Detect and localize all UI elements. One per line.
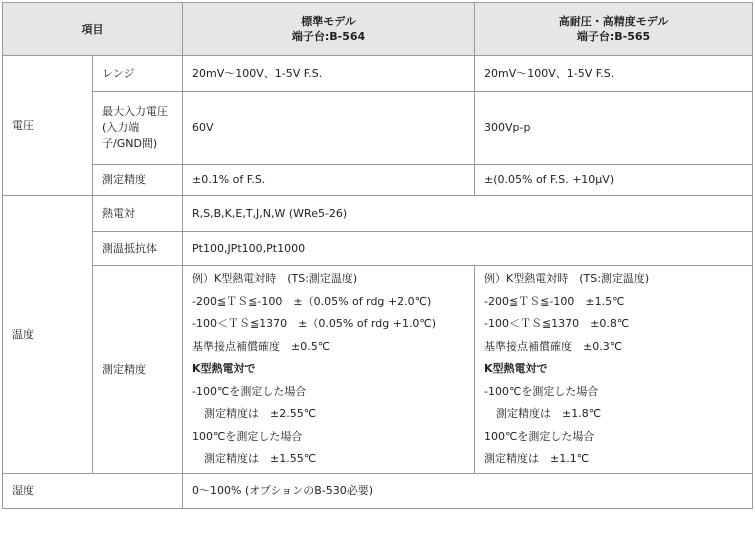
temp-accuracy-row bbox=[3, 266, 753, 474]
voltage-max-input-label bbox=[93, 92, 183, 165]
accuracy-line: 基準接点補償確度 ±0.5℃ bbox=[192, 339, 331, 353]
humidity-value: 0～100% (オプションのB-530必要) bbox=[183, 474, 753, 509]
temperature-category: 温度 bbox=[3, 196, 93, 474]
voltage-category: 電圧 bbox=[3, 56, 93, 196]
max-input-label-line: (入力端 bbox=[102, 121, 140, 134]
voltage-range-label: レンジ bbox=[93, 56, 183, 92]
accuracy-line: -100℃を測定した場合 bbox=[484, 384, 599, 398]
accuracy-line: 基準接点補償確度 ±0.3℃ bbox=[484, 339, 623, 353]
thermocouple-value: R,S,B,K,E,T,J,N,W (WRe5-26) bbox=[183, 196, 753, 232]
accuracy-line: -200≦ＴＳ≦-100 ±1.5℃ bbox=[484, 294, 625, 308]
header-high-terminal: 端子台:B-565 bbox=[576, 30, 651, 43]
accuracy-line: 測定精度は ±1.1℃ bbox=[484, 452, 590, 466]
header-item: 項目 bbox=[3, 3, 183, 56]
thermocouple-label: 熱電対 bbox=[93, 196, 183, 232]
temperature-accuracy-standard bbox=[183, 266, 475, 474]
accuracy-line: 測定精度は ±1.8℃ bbox=[496, 407, 602, 421]
accuracy-line: 100℃を測定した場合 bbox=[192, 429, 303, 443]
header-standard-terminal: 端子台:B-564 bbox=[291, 30, 366, 43]
voltage-accuracy-row bbox=[3, 165, 753, 196]
voltage-max-input-standard: 60V bbox=[183, 92, 475, 165]
accuracy-line: K型熱電対で bbox=[484, 362, 548, 376]
accuracy-line: -200≦ＴＳ≦-100 ±（0.05% of rdg +2.0℃) bbox=[192, 294, 432, 308]
max-input-label-line: 最大入力電圧 bbox=[102, 105, 168, 118]
header-standard-model bbox=[183, 3, 475, 56]
rtd-value: Pt100,JPt100,Pt1000 bbox=[183, 232, 753, 266]
accuracy-line: 測定精度は ±2.55℃ bbox=[204, 407, 317, 421]
voltage-accuracy-label: 測定精度 bbox=[93, 165, 183, 196]
accuracy-line: 例）K型熱電対時 (TS:測定温度) bbox=[192, 272, 358, 286]
voltage-max-input-high: 300Vp-p bbox=[475, 92, 753, 165]
temp-thermocouple-row bbox=[3, 196, 753, 232]
header-high-name: 高耐圧・高精度モデル bbox=[558, 15, 669, 28]
voltage-accuracy-high: ±(0.05% of F.S. +10μV) bbox=[475, 165, 753, 196]
accuracy-line: 例）K型熱電対時 (TS:測定温度) bbox=[484, 272, 650, 286]
voltage-range-row bbox=[3, 56, 753, 92]
accuracy-line: -100＜ＴＳ≦1370 ±0.8℃ bbox=[484, 317, 630, 331]
voltage-range-standard: 20mV～100V、1-5V F.S. bbox=[183, 56, 475, 92]
header-row bbox=[3, 3, 753, 56]
accuracy-line: 100℃を測定した場合 bbox=[484, 429, 595, 443]
temp-rtd-row bbox=[3, 232, 753, 266]
accuracy-line: 測定精度は ±1.55℃ bbox=[204, 452, 317, 466]
header-standard-name: 標準モデル bbox=[301, 15, 356, 28]
humidity-category: 湿度 bbox=[3, 474, 183, 509]
humidity-row bbox=[3, 474, 753, 509]
spec-table bbox=[2, 2, 753, 509]
accuracy-line: -100℃を測定した場合 bbox=[192, 384, 307, 398]
temperature-accuracy-label: 測定精度 bbox=[93, 266, 183, 474]
accuracy-line: K型熱電対で bbox=[192, 362, 256, 376]
temperature-accuracy-high bbox=[475, 266, 753, 474]
header-high-model bbox=[475, 3, 753, 56]
max-input-label-line: 子/GND間) bbox=[102, 137, 158, 150]
rtd-label: 測温抵抗体 bbox=[93, 232, 183, 266]
accuracy-line: -100＜ＴＳ≦1370 ±（0.05% of rdg +1.0℃) bbox=[192, 317, 437, 331]
voltage-range-high: 20mV～100V、1-5V F.S. bbox=[475, 56, 753, 92]
voltage-accuracy-standard: ±0.1% of F.S. bbox=[183, 165, 475, 196]
voltage-max-input-row bbox=[3, 92, 753, 165]
